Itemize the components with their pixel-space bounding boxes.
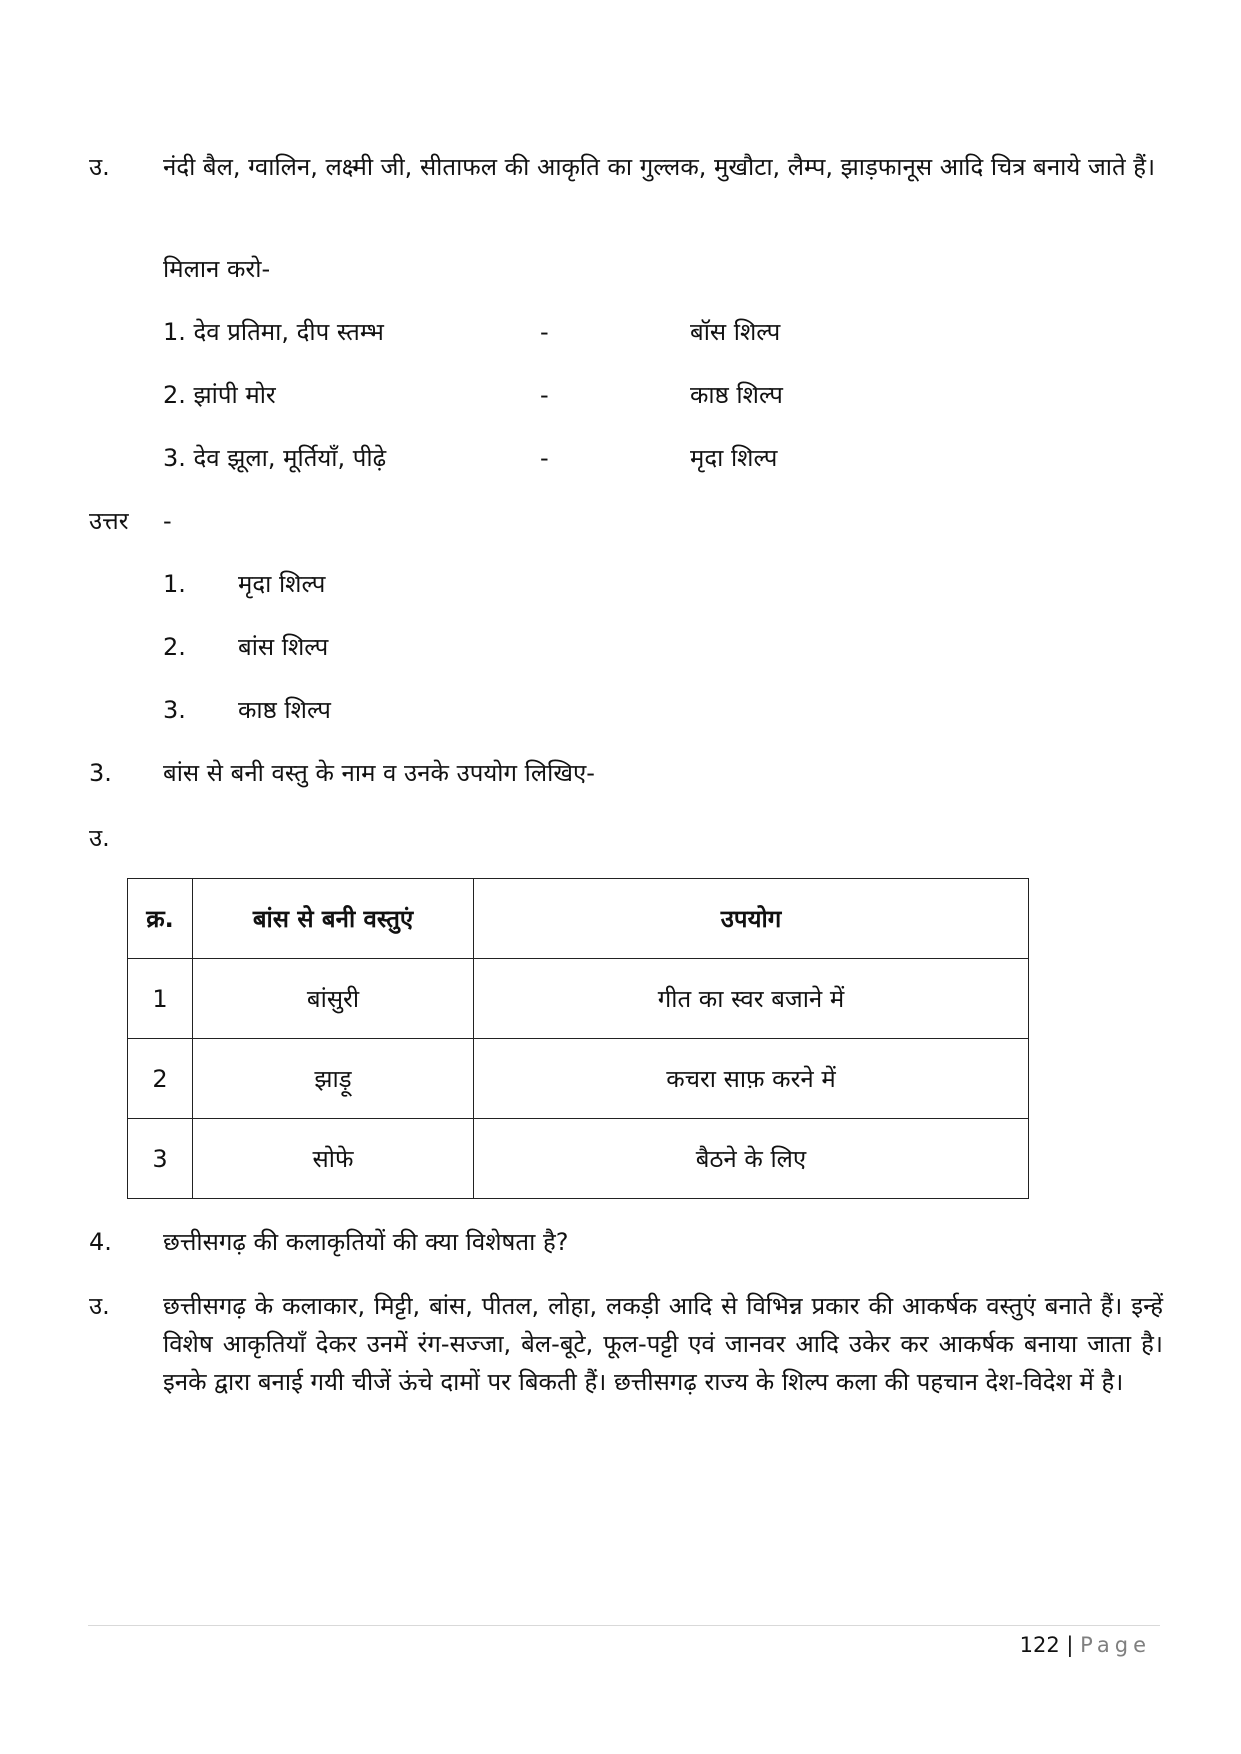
footer-divider bbox=[88, 1625, 1160, 1626]
cell-use: कचरा साफ़ करने में bbox=[474, 1039, 1029, 1119]
question-text: बांस से बनी वस्तु के नाम व उनके उपयोग लिखिए- bbox=[163, 759, 595, 787]
q4-answer-text: छत्तीसगढ़ के कलाकार, मिट्टी, बांस, पीतल, लोहा, लकड़ी आदि से विभिन्न प्रकार की आकर्षक वस्तुएं बनाते हैं। इन्हें विशेष आकृतियाँ देकर उनमें रंग-सज्जा, बेल-बूटे, फूल-पट्टी एवं जानवर आदि उकेर कर आकर्षक बनाया जाता है। इनके द्वारा बनाई गयी चीजें ऊंचे दामों पर बिकती हैं। छत्तीसगढ़ राज्य के शिल्प कला की पहचान देश-विदेश में है। bbox=[163, 1292, 1163, 1396]
match-dash: - bbox=[540, 444, 549, 472]
answer-marker: उ. bbox=[89, 153, 110, 181]
list-item-number: 2. bbox=[163, 633, 186, 661]
cell-item: झाड़ू bbox=[193, 1039, 474, 1119]
list-item-number: 1. bbox=[163, 570, 186, 598]
table-row bbox=[128, 959, 1029, 1039]
answer-dash: - bbox=[163, 507, 172, 535]
cell-use: बैठने के लिए bbox=[474, 1119, 1029, 1199]
table-header-row bbox=[128, 879, 1029, 959]
cell-item: बांसुरी bbox=[193, 959, 474, 1039]
question-number: 3. bbox=[89, 759, 112, 787]
match-right: मृदा शिल्प bbox=[690, 444, 778, 472]
question-number: 4. bbox=[89, 1228, 112, 1256]
answer-marker: उ. bbox=[89, 824, 110, 852]
list-item-text: बांस शिल्प bbox=[238, 633, 329, 661]
header-item: बांस से बनी वस्तुएं bbox=[193, 879, 474, 959]
cell-use: गीत का स्वर बजाने में bbox=[474, 959, 1029, 1039]
table-row bbox=[128, 1039, 1029, 1119]
table-row bbox=[128, 1119, 1029, 1199]
match-left: 3. देव झूला, मूर्तियाँ, पीढ़े bbox=[163, 444, 387, 472]
match-right: बॉस शिल्प bbox=[690, 318, 781, 346]
cell-item: सोफे bbox=[193, 1119, 474, 1199]
match-dash: - bbox=[540, 318, 549, 346]
page-number: 122 bbox=[1019, 1633, 1060, 1657]
match-left: 1. देव प्रतिमा, दीप स्तम्भ bbox=[163, 318, 384, 346]
bamboo-items-table bbox=[127, 878, 1029, 1199]
match-dash: - bbox=[540, 381, 549, 409]
answer-marker: उ. bbox=[89, 1292, 110, 1320]
match-right: काष्ठ शिल्प bbox=[690, 381, 783, 409]
list-item-text: काष्ठ शिल्प bbox=[238, 696, 331, 724]
list-item-text: मृदा शिल्प bbox=[238, 570, 326, 598]
match-heading: मिलान करो- bbox=[163, 255, 271, 283]
page-label: Page bbox=[1080, 1633, 1151, 1657]
list-item-number: 3. bbox=[163, 696, 186, 724]
header-use: उपयोग bbox=[474, 879, 1029, 959]
question-text: छत्तीसगढ़ की कलाकृतियों की क्या विशेषता है? bbox=[163, 1228, 569, 1256]
header-serial: क्र. bbox=[128, 879, 193, 959]
answer-label: उत्तर bbox=[89, 507, 129, 535]
cell-serial: 1 bbox=[128, 959, 193, 1039]
cell-serial: 2 bbox=[128, 1039, 193, 1119]
page-footer bbox=[1020, 1630, 1151, 1660]
cell-serial: 3 bbox=[128, 1119, 193, 1199]
match-left: 2. झांपी मोर bbox=[163, 381, 276, 409]
page-separator: | bbox=[1066, 1633, 1074, 1657]
q2-answer-text: नंदी बैल, ग्वालिन, लक्ष्मी जी, सीताफल की आकृति का गुल्लक, मुखौटा, लैम्प, झाड़फानूस आदि चित्र बनाये जाते हैं। bbox=[163, 153, 1156, 181]
